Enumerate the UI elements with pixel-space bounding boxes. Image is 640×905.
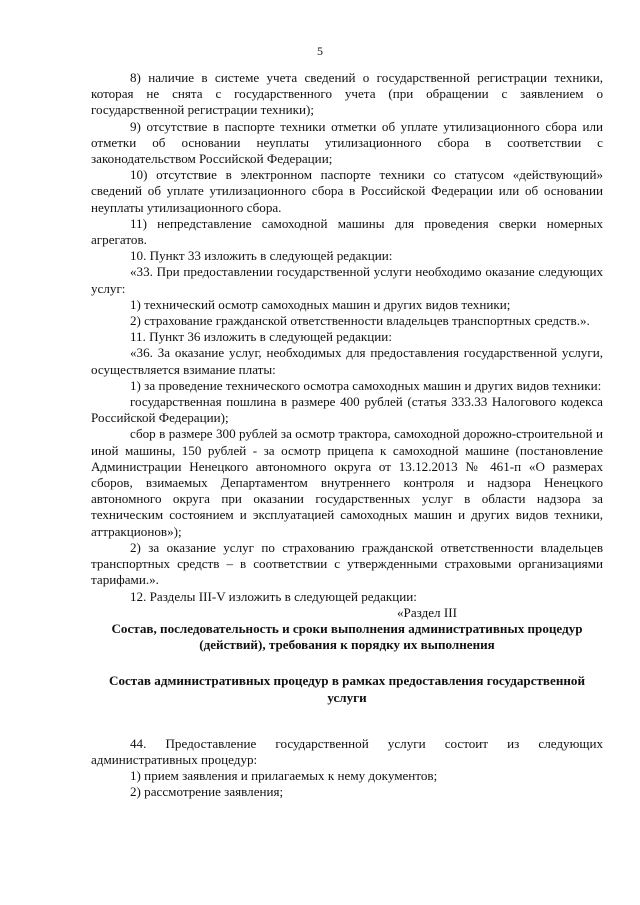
paragraph: государственная пошлина в размере 400 рублей (статья 333.33 Налогового кодекса Российской Федерации);: [91, 394, 603, 426]
document-body: [91, 70, 603, 801]
spacer: [91, 653, 603, 673]
paragraph: 10. Пункт 33 изложить в следующей редакции:: [130, 248, 393, 264]
list-item: 1) прием заявления и прилагаемых к нему документов;: [130, 768, 438, 784]
spacer: [91, 706, 603, 736]
section-heading: Состав, последовательность и сроки выполнения административных процедур (действий), требования к порядку их выполнения: [111, 620, 583, 653]
subsection-heading: Состав административных процедур в рамках предоставления государственной услуги: [108, 673, 585, 705]
paragraph: 11) непредставление самоходной машины для проведения сверки номерных агрегатов.: [91, 215, 603, 248]
paragraph: «33. При предоставлении государственной услуги необходимо оказание следующих услуг:: [91, 264, 603, 296]
paragraph: 8) наличие в системе учета сведений о государственной регистрации техники, которая не снята с государственного учета (при обращении с заявлением о государственной регистрации техники);: [91, 70, 603, 118]
paragraph: «36. За оказание услуг, необходимых для предоставления государственной услуги, осуществляется взимание платы:: [91, 345, 603, 377]
paragraph: 44. Предоставление государственной услуги состоит из следующих административных процедур:: [91, 735, 603, 767]
paragraph: 2) за оказание услуг по страхованию гражданской ответственности владельцев транспортных средств – в соответствии с утвержденными страховыми организациями тарифами.».: [91, 539, 603, 588]
paragraph: 12. Разделы III-V изложить в следующей редакции:: [130, 588, 417, 604]
paragraph: 11. Пункт 36 изложить в следующей редакции:: [130, 329, 392, 345]
paragraph: сбор в размере 300 рублей за осмотр трактора, самоходной дорожно-строительной и иной машины, 150 рублей - за осмотр прицепа к самоходной машине (постановление Администрации Ненецкого автономного округа от 13.12.2013 № 461-п «О размерах сборов, взимаемых Департаментом внутреннего контроля и надзора Ненецкого автономного округа при оказании государственных услуг в области надзора за техническим состоянием и эксплуатацией самоходных машин и других видов техники, аттракционов»);: [91, 426, 603, 539]
list-item: 2) рассмотрение заявления;: [130, 784, 284, 800]
paragraph: 1) за проведение технического осмотра самоходных машин и других видов техники:: [130, 377, 602, 393]
section-label: «Раздел III: [397, 604, 457, 620]
paragraph: 9) отсутствие в паспорте техники отметки об уплате утилизационного сбора или отметки об основании неуплаты утилизационного сбора в соответствии с законодательством Российской Федерации;: [91, 118, 603, 167]
page-number: 5: [317, 44, 323, 58]
paragraph: 2) страхование гражданской ответственности владельцев транспортных средств.».: [130, 313, 590, 329]
paragraph: 1) технический осмотр самоходных машин и других видов техники;: [130, 296, 511, 312]
paragraph: 10) отсутствие в электронном паспорте техники со статусом «действующий» сведений об уплате утилизационного сбора в Российской Федерации или об основании неуплаты утилизационного сбора.: [91, 167, 603, 215]
